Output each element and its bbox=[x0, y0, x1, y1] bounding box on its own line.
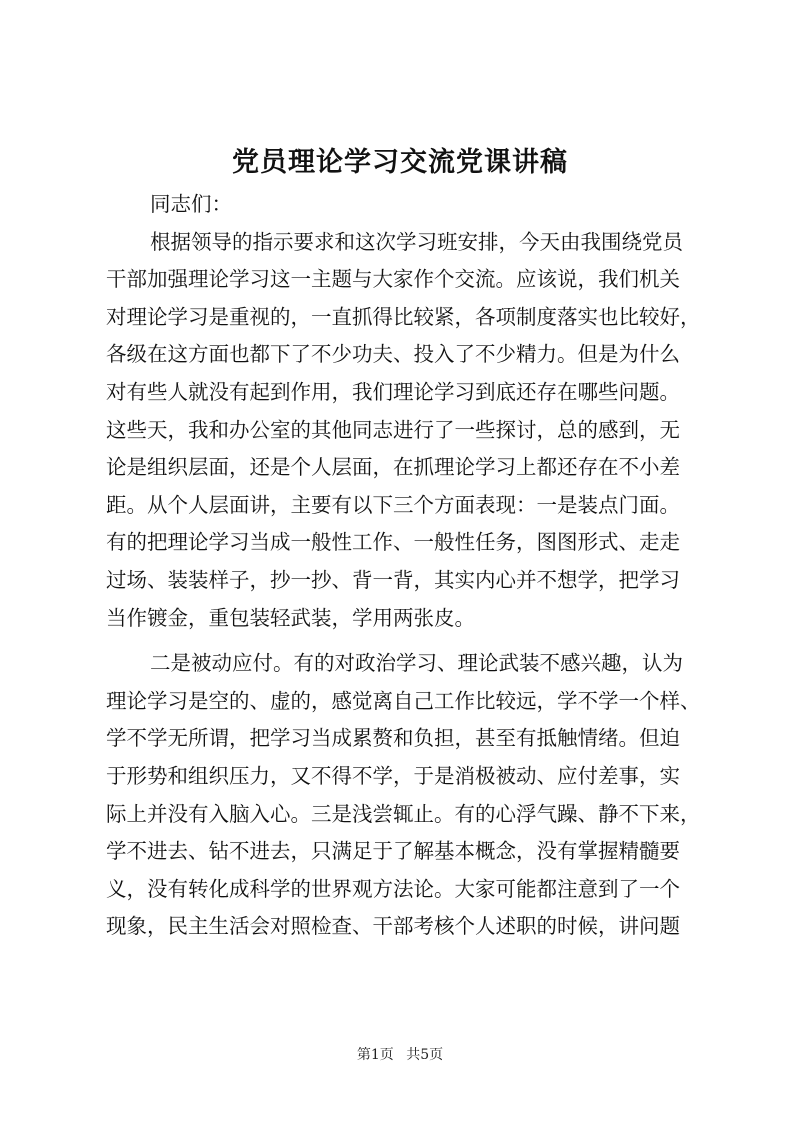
text-line: 各级在这方面也都下了不少功夫、投入了不少精力。但是为什么 bbox=[106, 342, 680, 367]
text-line: 际上并没有入脑入心。三是浅尝辄止。有的心浮气躁、静不下来， bbox=[106, 801, 701, 826]
page-total: 共5页 bbox=[406, 1047, 444, 1063]
document-title: 党员理论学习交流党课讲稿 bbox=[232, 147, 568, 178]
text-line: 根据领导的指示要求和这次学习班安排，今天由我围绕党员 bbox=[150, 229, 683, 254]
text-line: 现象，民主生活会对照检查、干部考核个人述职的时候，讲问题 bbox=[106, 914, 680, 939]
text-line: 理论学习是空的、虚的，感觉离自己工作比较远，学不学一个样、 bbox=[106, 688, 701, 713]
text-line: 这些天，我和办公室的其他同志进行了一些探讨，总的感到，无 bbox=[106, 417, 680, 442]
page-number: 第1页 bbox=[356, 1047, 394, 1063]
text-line: 当作镀金，重包装轻武装，学用两张皮。 bbox=[106, 605, 475, 630]
text-line: 干部加强理论学习这一主题与大家作个交流。应该说，我们机关 bbox=[106, 267, 680, 292]
text-line: 二是被动应付。有的对政治学习、理论武装不感兴趣，认为 bbox=[150, 651, 683, 676]
text-line: 学不学无所谓，把学习当成累赘和负担，甚至有抵触情绪。但迫 bbox=[106, 726, 680, 751]
salutation: 同志们： bbox=[150, 192, 232, 216]
text-line: 有的把理论学习当成一般性工作、一般性任务，图图形式、走走 bbox=[106, 530, 680, 555]
text-line: 于形势和组织压力，又不得不学，于是消极被动、应付差事，实 bbox=[106, 763, 680, 788]
text-line: 论是组织层面，还是个人层面，在抓理论学习上都还存在不小差 bbox=[106, 455, 680, 480]
document-body bbox=[106, 186, 706, 946]
text-line: 对理论学习是重视的，一直抓得比较紧，各项制度落实也比较好， bbox=[106, 304, 701, 329]
text-line: 距。从个人层面讲，主要有以下三个方面表现：一是装点门面。 bbox=[106, 492, 680, 517]
text-line: 过场、装装样子，抄一抄、背一背，其实内心并不想学，把学习 bbox=[106, 567, 680, 592]
page-footer bbox=[0, 1044, 800, 1064]
text-line: 对有些人就没有起到作用，我们理论学习到底还存在哪些问题。 bbox=[106, 379, 680, 404]
text-line: 义，没有转化成科学的世界观方法论。大家可能都注意到了一个 bbox=[106, 876, 680, 901]
text-line: 学不进去、钻不进去，只满足于了解基本概念，没有掌握精髓要 bbox=[106, 839, 680, 864]
